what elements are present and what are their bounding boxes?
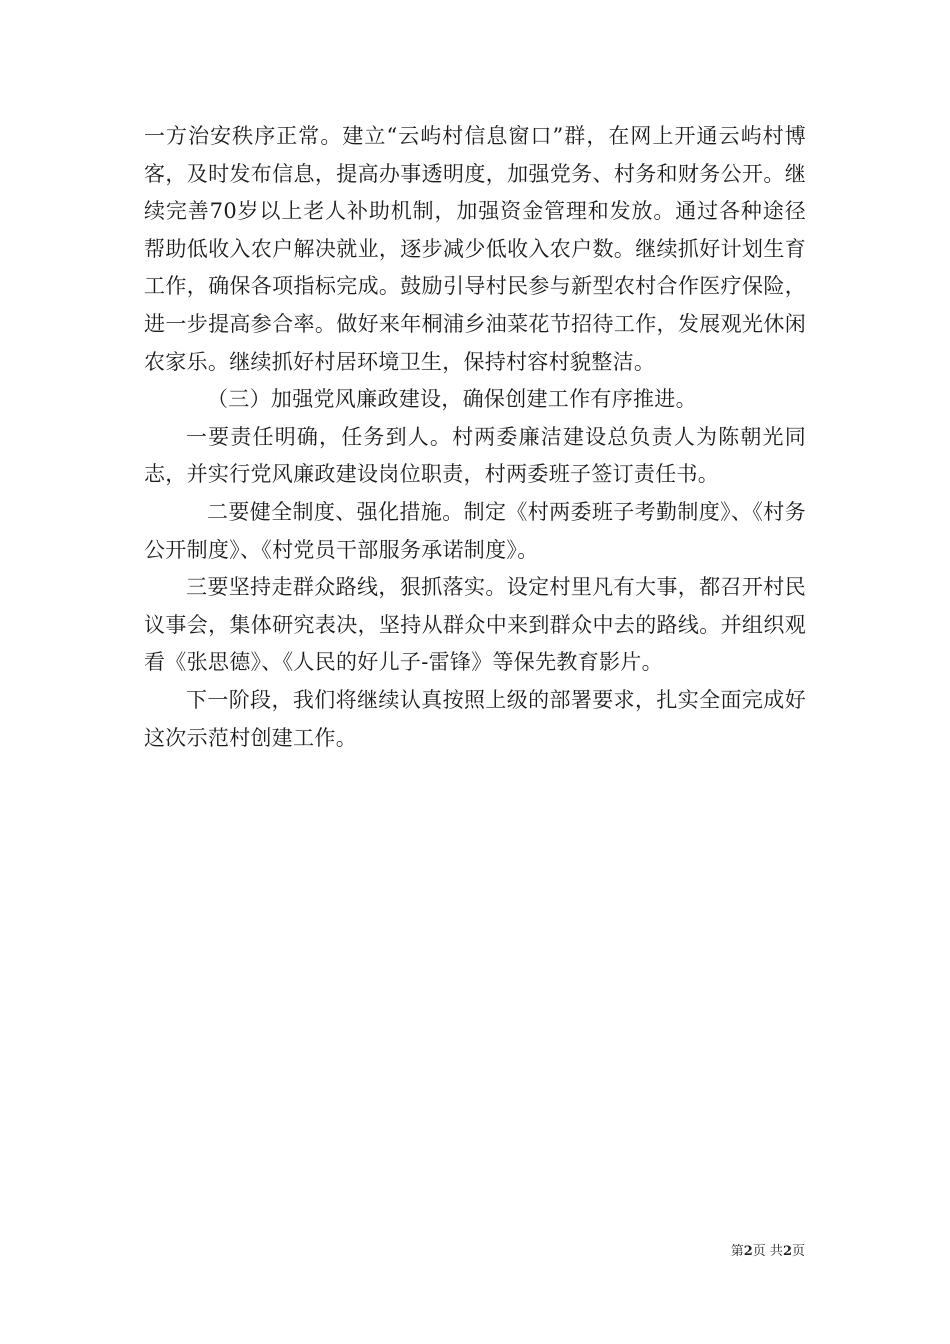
section-heading-3: （三）加强党风廉政建设，确保创建工作有序推进。	[207, 387, 697, 412]
footer-total-pages: 2	[782, 1244, 792, 1259]
paragraph-public-affairs: 一方治安秩序正常。建立“云屿村信息窗口”群，在网上开通云屿村博客，及时发布信息，提高办事透明度，加强党务、村务和财务公开。继续完善70岁以上老人补助机制，加强资金管理和发放。通过各种途径帮助低收入农户解决就业，逐步减少低收入农户数。继续抓好计划生育工作，确保各项指标完成。鼓励引导村民参与新型农村合作医疗保险，进一步提高参合率。做好来年桐浦乡油菜花节招待工作，发展观光休闲农家乐。继续抓好村居环境卫生，保持村容村貌整洁。	[144, 124, 806, 374]
page-number-footer	[731, 1244, 805, 1260]
paragraph-regulations: 二要健全制度、强化措施。制定《村两委班子考勤制度》、《村务公开制度》、《村党员干部服务承诺制度》。	[144, 499, 806, 562]
paragraph-next-stage: 下一阶段，我们将继续认真按照上级的部署要求，扎实全面完成好这次示范村创建工作。	[144, 687, 806, 750]
footer-middle: 页 共	[752, 1244, 783, 1259]
footer-suffix: 页	[791, 1244, 805, 1259]
footer-prefix: 第	[730, 1244, 744, 1259]
footer-current-page: 2	[743, 1244, 753, 1259]
paragraph-responsibility: 一要责任明确，任务到人。村两委廉洁建设总负责人为陈朝光同志，并实行党风廉政建设岗位职责，村两委班子签订责任书。	[144, 424, 806, 487]
paragraph-mass-line: 三要坚持走群众路线，狠抓落实。设定村里凡有大事，都召开村民议事会，集体研究表决，坚持从群众中来到群众中去的路线。并组织观看《张思德》、《人民的好儿子-雷锋》等保先教育影片。	[144, 575, 806, 675]
document-body	[144, 118, 806, 757]
